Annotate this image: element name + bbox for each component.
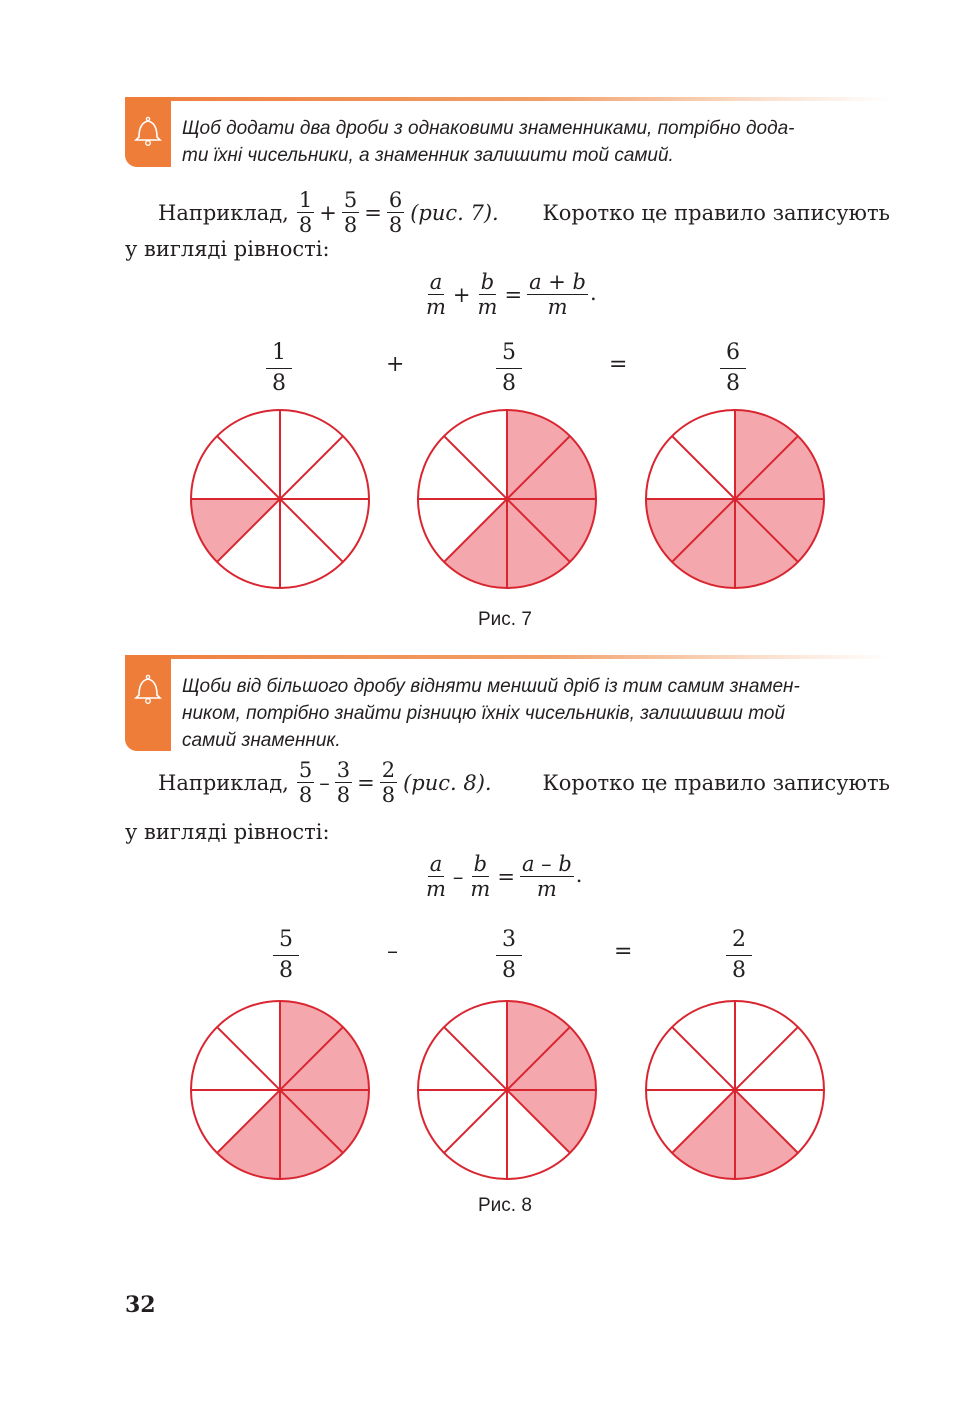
shaded-sector — [507, 1090, 596, 1153]
rule-line: ти їхні чисельники, а знаменник залишити той самий. — [182, 145, 674, 166]
fraction-circle — [646, 410, 824, 588]
rule-line: Щоби від більшого дробу відняти менший дріб із тим самим знамен- — [182, 676, 800, 697]
fraction-circle — [418, 410, 596, 588]
example-text: Коротко це правило записують — [542, 770, 890, 795]
fraction-label: 5 8 — [496, 338, 522, 399]
figure-reference: (рис. 7). — [410, 200, 499, 225]
fraction: $\frac{a}{m}$ — [426, 852, 446, 901]
fraction-label: 6 8 — [720, 338, 746, 399]
rule-line: ником, потрібно знайти різницю їхніх чисельників, залишивши той — [182, 703, 786, 724]
formula: $\frac{a}{m}$ + $\frac{b}{m}$ = $\frac{a + b}{m}$ . — [426, 270, 597, 319]
shaded-sector — [444, 499, 507, 588]
page-number: 32 — [125, 1292, 156, 1318]
minus-sign: – — [319, 770, 330, 795]
figure-caption: Рис. 7 — [478, 609, 532, 630]
fraction: $\frac{b}{m}$ — [470, 852, 491, 901]
fraction: $\frac{3}{8}$ — [336, 758, 351, 807]
fraction-circle — [418, 1001, 596, 1179]
example-prefix: Наприклад, — [158, 200, 289, 225]
fraction-label: 3 8 — [496, 925, 522, 986]
equals-sign: = — [364, 200, 382, 225]
rule-line: Щоб додати два дроби з однаковими знаменниками, потрібно дода- — [182, 118, 795, 139]
fraction-circle — [191, 1001, 369, 1179]
shaded-sector — [735, 1090, 798, 1179]
fraction-label: 2 8 — [726, 925, 752, 986]
equals-sign: = — [614, 939, 633, 964]
equals-sign: = — [357, 770, 375, 795]
example-line: у вигляді рівності: — [125, 820, 330, 844]
minus-sign: – — [387, 939, 398, 964]
fraction: $\frac{6}{8}$ — [388, 188, 403, 237]
equals-sign: = — [609, 352, 628, 377]
rule-line: самий знаменник. — [182, 730, 341, 751]
shaded-sector — [672, 1090, 735, 1179]
shaded-sector — [191, 499, 280, 562]
shaded-sector — [217, 1090, 280, 1179]
plus-sign: + — [386, 352, 405, 377]
fraction-label: 1 8 — [266, 338, 292, 399]
plus-sign: + — [319, 200, 337, 225]
fraction-circle — [646, 1001, 824, 1179]
fraction-label: 5 8 — [273, 925, 299, 986]
formula: $\frac{a}{m}$ – $\frac{b}{m}$ = $\frac{a - b}{m}$ . — [426, 852, 583, 901]
fraction: $\frac{a}{m}$ — [426, 270, 446, 319]
fraction: $\frac{b}{m}$ — [477, 270, 498, 319]
fraction-circle — [191, 410, 369, 588]
example-line: у вигляді рівності: — [125, 237, 330, 261]
fraction: $\frac{a - b}{m}$ — [521, 852, 572, 901]
example-prefix: Наприклад, — [158, 770, 289, 795]
fraction: $\frac{a + b}{m}$ — [529, 270, 586, 319]
fraction: $\frac{1}{8}$ — [298, 188, 313, 237]
fraction: $\frac{5}{8}$ — [343, 188, 358, 237]
fraction: $\frac{2}{8}$ — [381, 758, 396, 807]
fraction: $\frac{5}{8}$ — [298, 758, 313, 807]
figure-reference: (рис. 8). — [403, 770, 492, 795]
example-text: Коротко це правило записують — [542, 200, 890, 225]
figure-caption: Рис. 8 — [478, 1195, 532, 1216]
